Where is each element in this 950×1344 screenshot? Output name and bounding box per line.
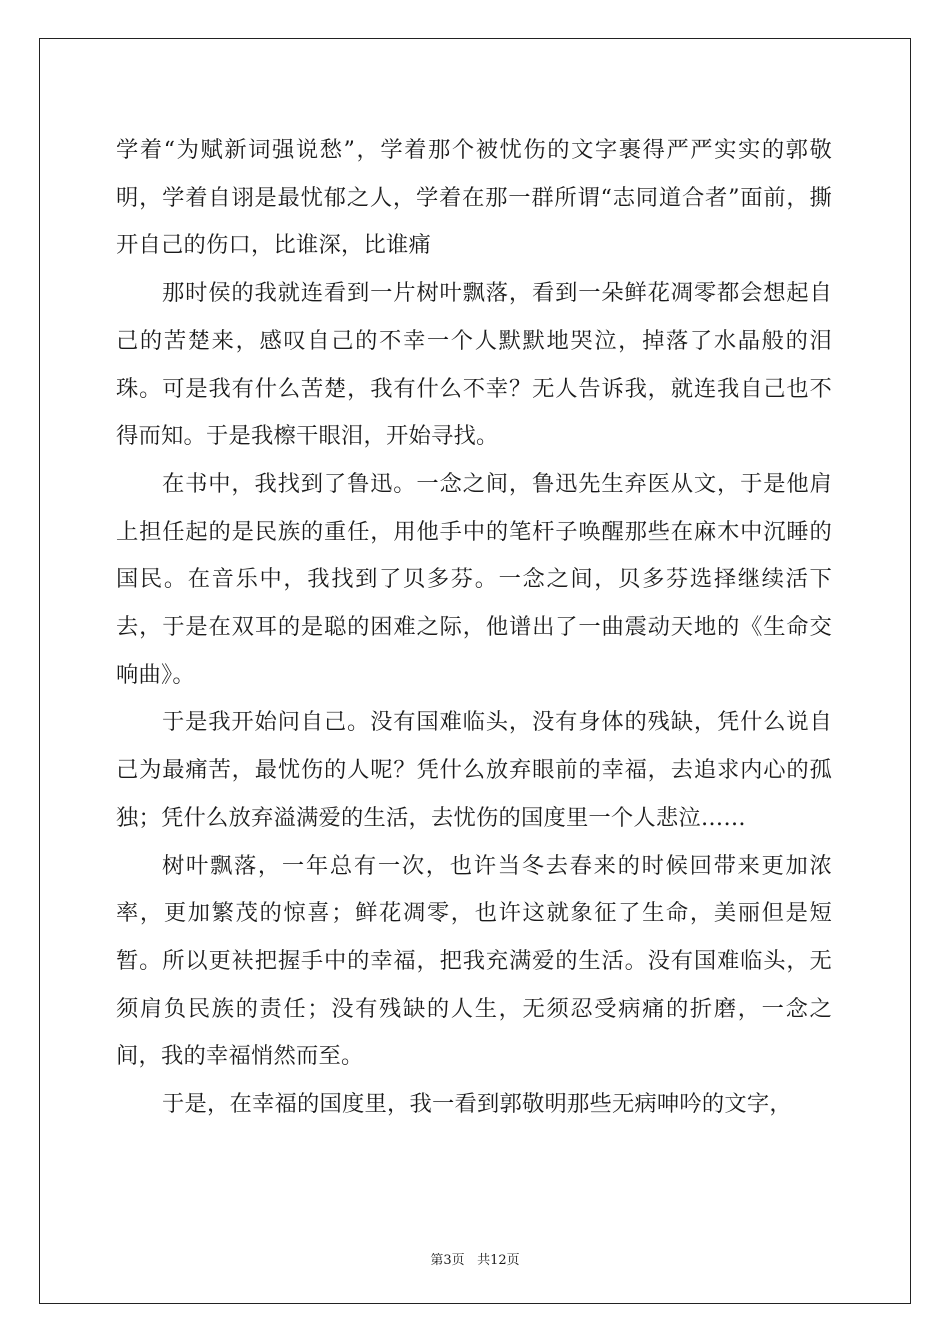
page-footer	[0, 1249, 950, 1268]
paragraph-5: 树叶飘落，一年总有一次，也许当冬去春来的时候回带来更加浓率，更加繁茂的惊喜；鲜花凋零，也许这就象征了生命，美丽但是短暂。所以更衭把握手中的幸福，把我充满爱的生活。没有国难临头，无须肩负民族的责任；没有残缺的人生，无须忍受病痛的折磨，一念之间，我的幸福悄然而至。	[116, 852, 832, 1070]
page-number: 第3页	[430, 1253, 465, 1268]
paragraph-1: 学着“为赋新词强说愁”，学着那个被忧伤的文字裹得严严实实的郭敬明，学着自诩是最忧郁之人，学着在那一群所谓“志同道合者”面前，撕开自己的伤口，比谁深，比谁痛	[116, 137, 832, 259]
paragraph-4: 于是我开始问自己。没有国难临头，没有身体的残缺，凭什么说自己为最痛苦，最忧伤的人呢？凭什么放弃眼前的幸福，去追求内心的孤独；凭什么放弃溢满爱的生活，去忧伤的国度里一个人悲泣……	[116, 709, 832, 831]
paragraph-3: 在书中，我找到了鲁迅。一念之间，鲁迅先生弃医从文，于是他肩上担任起的是民族的重任，用他手中的笔杆子唤醒那些在麻木中沉睡的国民。在音乐中，我找到了贝多芬。一念之间，贝多芬选择继续活下去，于是在双耳的是聪的困难之际，他谱出了一曲震动天地的《生命交响曲》。	[116, 470, 832, 688]
paragraph-6: 于是，在幸福的国度里，我一看到郭敬明那些无病呻吟的文字，	[162, 1091, 792, 1118]
total-pages: 共12页	[477, 1253, 520, 1268]
document-body	[116, 127, 832, 1129]
paragraph-2: 那时侯的我就连看到一片树叶飘落，看到一朵鲜花凋零都会想起自己的苦楚来，感叹自己的不幸一个人默默地哭泣，掉落了水晶般的泪珠。可是我有什么苦楚，我有什么不幸？无人告诉我，就连我自己也不得而知。于是我檫干眼泪，开始寻找。	[116, 280, 832, 450]
